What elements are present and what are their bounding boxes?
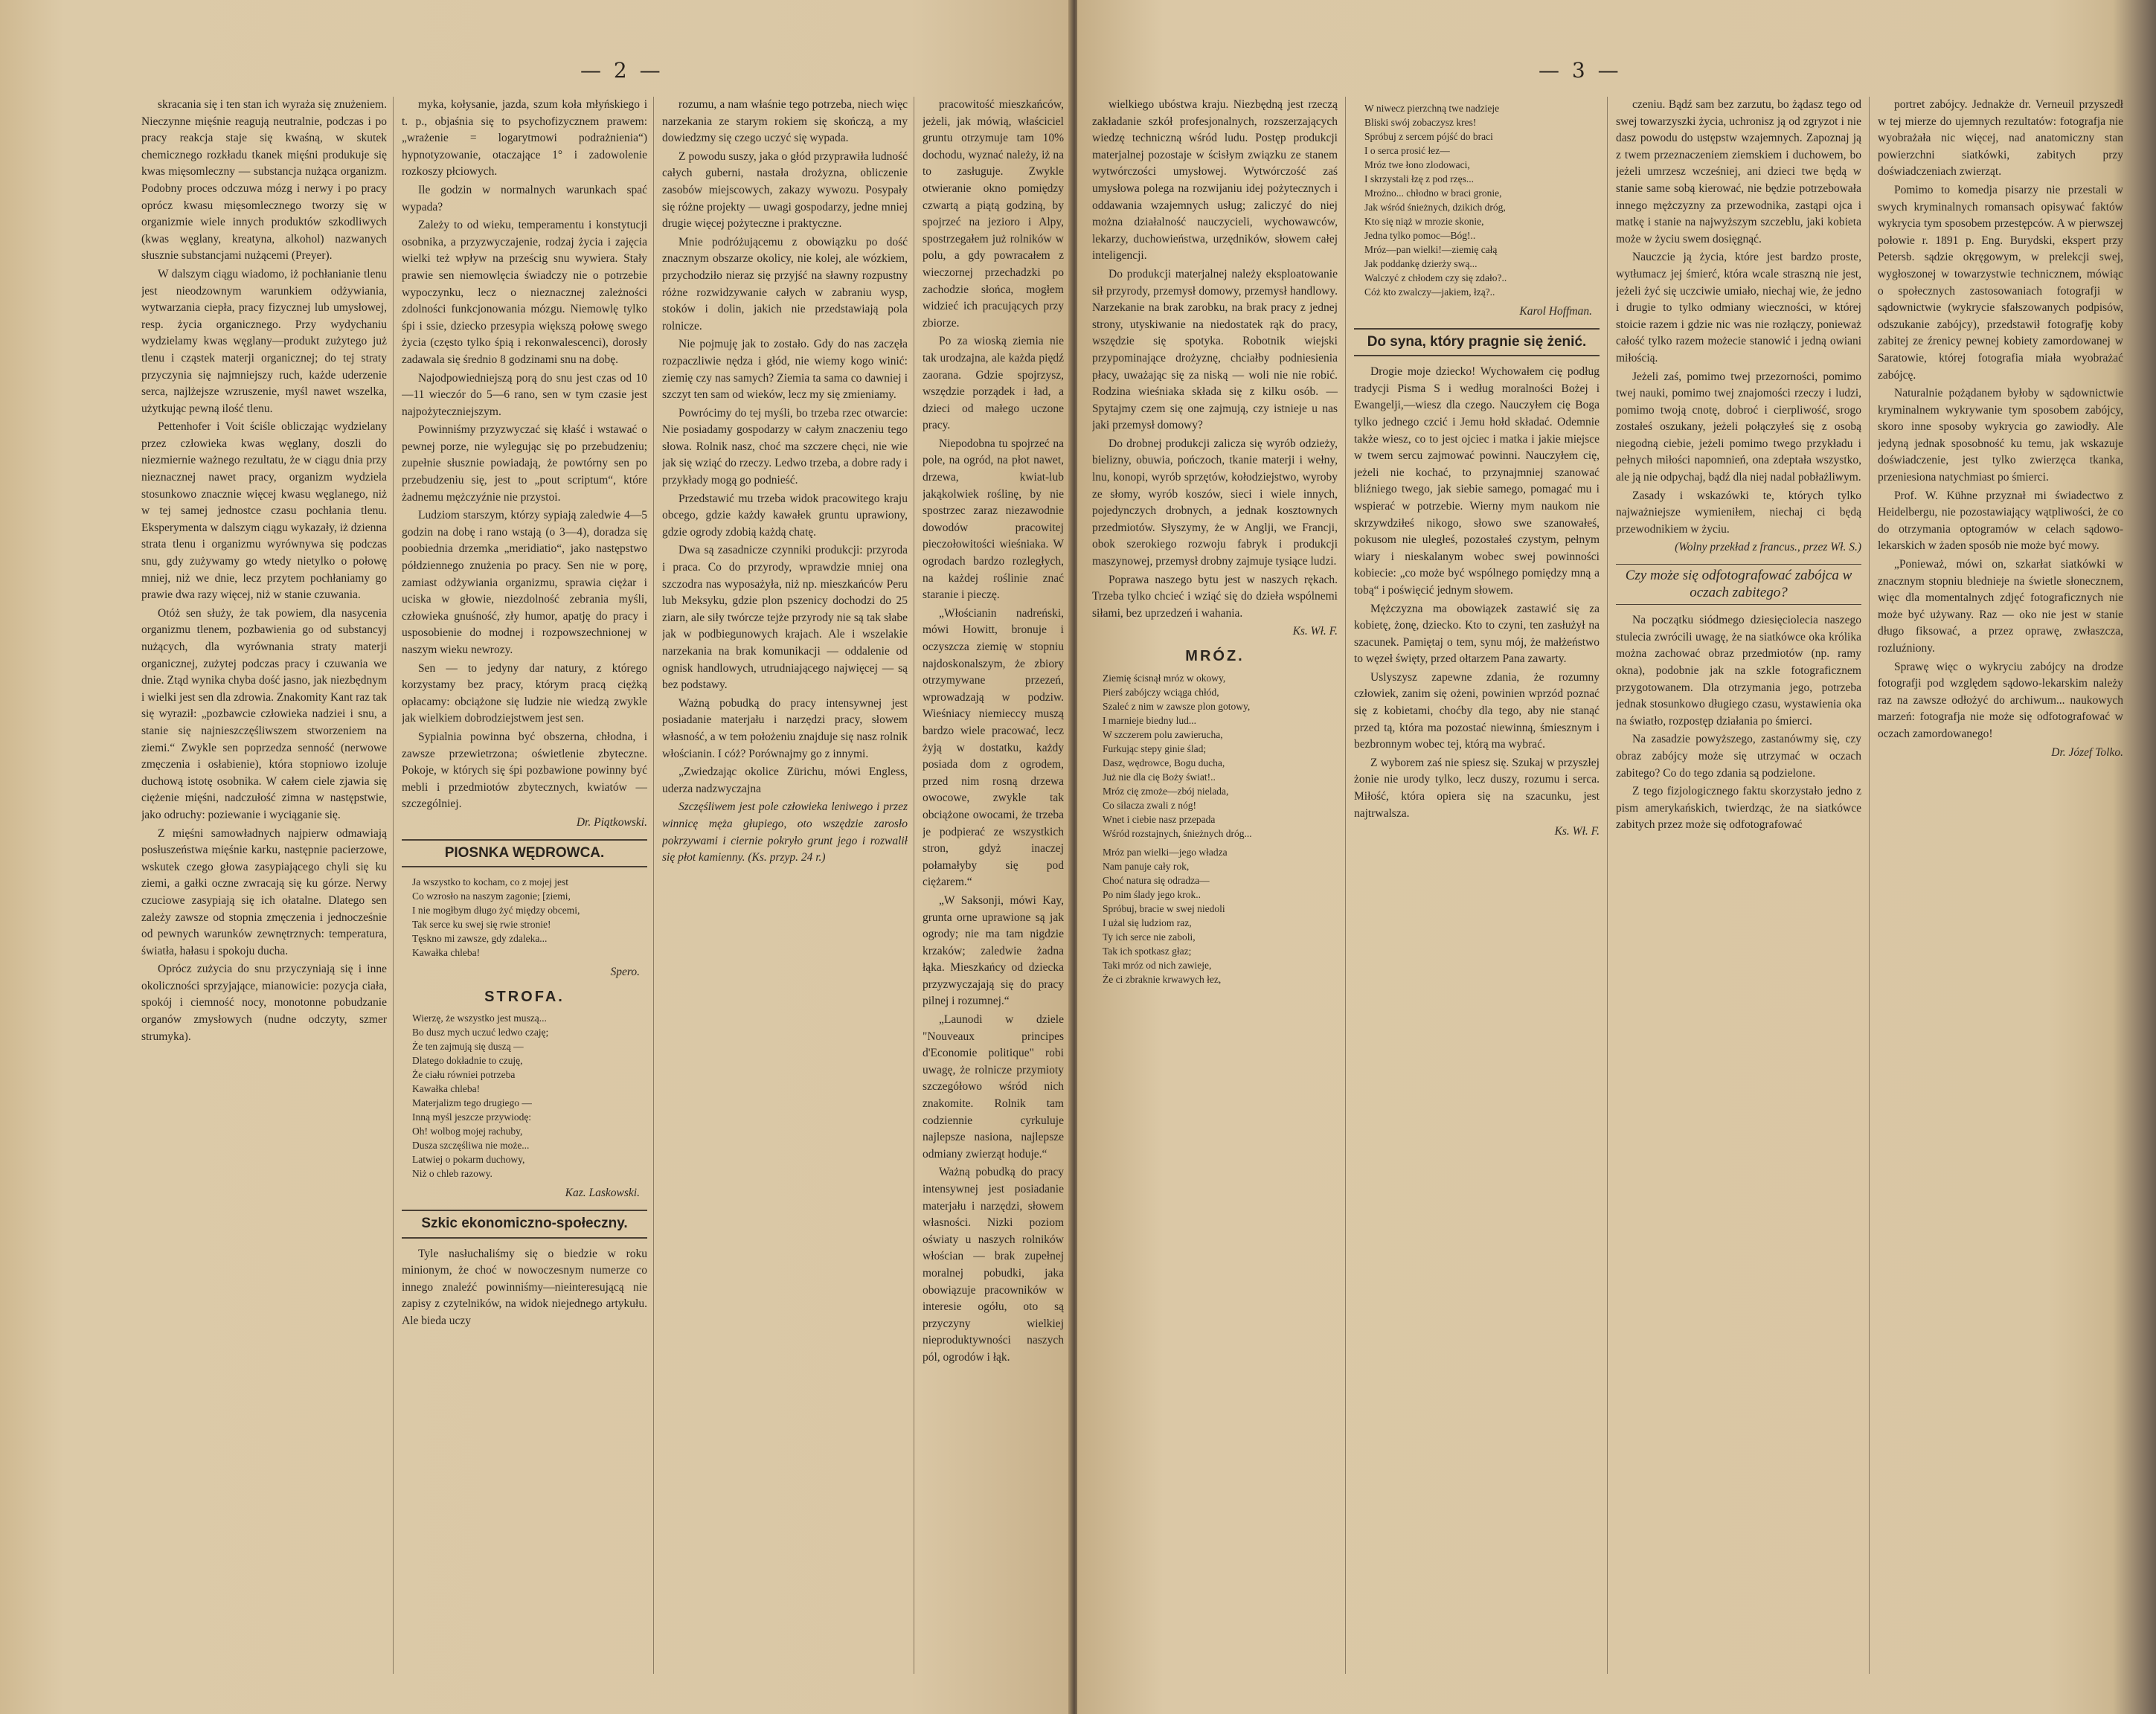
verse-line: Tak ich spotkasz głaz; (1103, 945, 1192, 957)
paragraph: „Zwiedzając okolice Zürichu, mówi Engless, uderza nadzwyczajna (662, 765, 908, 795)
paragraph: Dr. Piątkowski. (576, 815, 647, 829)
column-3 (662, 97, 908, 1674)
left-page (0, 0, 1071, 1714)
paragraph: W dalszym ciągu wiadomo, iż pochłanianie tlenu jest nieodzownym warunkiem odżywiania, wytwarzania ciepła, pracy fizycznej lub umysłowej, resp. życia organicznego. Przy wydychaniu wydzielamy kwas węglany—produkt zużytego już tlenu i cząstek materji organicznej; do tej straty przyczynia się najmniejszy ruch, każde uderzenie serca, najlżejsze wzruszenie, myśl nawet wszelka, użytkując pewną ilość tlenu. (141, 267, 387, 415)
column-6 (1354, 97, 1600, 1674)
verse-line: Mróz pan wielki—jego władza (1103, 846, 1228, 858)
verse-line: Tak serce ku swej się rwie stronie! (412, 919, 551, 931)
paragraph: Na początku siódmego dziesięciolecia naszego stulecia zwrócili uwagę, że na siatkówce oka królika można zachować obraz przedmiotów (np. ramy okna), podobnie jak na szkle fotograficznem przygotowanem. Dla otrzymania jego, potrzeba jednak stosunkowo długiego czasu, wystawienia oka na światło, rozpostęp działania po śmierci. (1616, 614, 1861, 728)
column-divider (393, 97, 394, 1674)
column-5-text (1092, 97, 1338, 641)
column-7 (1616, 97, 1861, 1674)
verse-line: Dasz, wędrowce, Bogu ducha, (1103, 757, 1225, 768)
verse-line: Kto się niąż w mrozie skonie, (1364, 216, 1484, 227)
paragraph: Prof. W. Kühne przyznał mi świadectwo z Heidelbergu, nie pozostawiający wątpliwości, że co do otrzymania optogramów w celach sądowo-lekarskich w żaden sposób nie może być mowy. (1878, 489, 2123, 553)
paragraph: Ważną pobudką do pracy intensywnej jest posiadanie materjału i narzędzi, słowem własności. Nizki poziom oświaty u naszych rolników włościan — brak zupełnej moralnej pobudki, jaka obowiązuje pracowników w interesie ogółu, oto są przyczyny wielkiej nieproduktywności naszych pól, ogrodów i łąk. (923, 1166, 1064, 1364)
paragraph: Poprawa naszego bytu jest w naszych rękach. Trzeba tylko chcieć i wziąć się do dzieła wspólnemi siłami, bez uprzedzeń i wahania. (1092, 573, 1338, 620)
paragraph: Najodpowiedniejszą porą do snu jest czas od 10—11 wieczór do 5—6 rano, sen w tym czasie jest najpożyteczniejszym. (402, 371, 647, 418)
paragraph: Na zasadzie powyższego, zastanówmy się, czy obraz zabójcy może się utrzymać w oczach zabitego? Co do tego zdania są podzielone. (1616, 733, 1861, 780)
verse-line: Po nim ślady jego krok.. (1103, 888, 1201, 900)
column-2 (402, 97, 647, 1674)
heading-mroz: MRÓZ. (1185, 648, 1245, 664)
verse-line: Ty ich serce nie zaboli, (1103, 931, 1196, 943)
verse-line: I nie mogłbym długo żyć między obcemi, (412, 905, 580, 917)
column-7-text (1616, 97, 1861, 556)
column-1-text (141, 97, 387, 1045)
paragraph: Pomimo to komedja pisarzy nie przestali w swych kryminalnych romansach opisywać faktów wykrycia tym sposobem przestępców. A w pierwszej połowie r. 1891 p. Eng. Burydski, ekspert przy Petersb. sądzie okręgowym, w prelekcji swej, wygłoszonej w towarzystwie technicznem, mówiąc o społecznych zastosowaniach fotografji w sądownictwie (wykrycie sfałszowanych podpisów, odszukanie zabójcy), przedstawił fotografję koby zabitej ze źrenicy pewnej kobiety zamordowanej w Saratowie, której fotografia miała wyobrażać zabójcę. (1878, 183, 2123, 382)
paragraph: Przedstawić mu trzeba widok pracowitego kraju obcego, gdzie każdy kawałek gruntu uprawiony, gdzie ogrody zdobią każdą chatę. (662, 492, 908, 539)
verse-line: Walczyć z chłodem czy się zdało?.. (1364, 272, 1507, 283)
verse-line: Spróbuj z sercem pójść do braci (1364, 131, 1493, 142)
verse-line: Niż o chleb razowy. (412, 1168, 493, 1180)
column-6-text (1354, 364, 1600, 841)
page-number-right: — 3 — (1539, 58, 1622, 83)
column-divider (1607, 97, 1608, 1674)
verse-line: Materjalizm tego drugiego — (412, 1097, 532, 1109)
verse-line: Wnet i ciebie nasz przepada (1103, 813, 1216, 825)
verse-line: Co silacza zwali z nóg! (1103, 799, 1196, 811)
paragraph: Z powodu suszy, jaka o głód przyprawiła ludność całych guberni, nastała drożyzna, obliczenie zasobów miejscowych, zakazy wywozu. Posypały się różne projekty — uwagi gospodarzy, jedne mniej drugie więcej pożyteczne i praktyczne. (662, 150, 908, 231)
poem-continued (1354, 101, 1600, 299)
column-3-text (662, 97, 908, 797)
column-8-text (1878, 97, 2123, 761)
column-7b-text (1616, 612, 1861, 834)
paragraph: czeniu. Bądź sam bez zarzutu, bo żądasz tego od swej towarzyszki życia, uchronisz ją od zgryzot i nie dasz powodu do ustępstw wzajemnych. Zapoznaj ją z twem przeznaczeniem ziemskiem i duchowem, bo jeżeli umrzesz wcześniej, ani dzieci twe będą w stanie same sobą kierować, nie będzie potrzebowała innego mężczyzny za przewodnika, zastąpi ojca i matkę i stanie na najwyższym szczeblu, jaki kobieta może w życiu swem dosięgnąć. (1616, 98, 1861, 245)
verse-line: I użal się ludziom raz, (1103, 917, 1192, 928)
verse-line: Wśród rozstajnych, śnieżnych dróg... (1103, 827, 1252, 839)
column-5 (1092, 97, 1338, 1674)
page-number-left: — 2 — (580, 58, 664, 83)
paragraph: Jeżeli zaś, pomimo twej przezorności, pomimo twej nauki, pomimo twej znajomości rzeczy i ludzi, pomimo twoją cnotę, dobroć i cierpliwość, srogo zostałeś oszukany, jeżeli połączyłeś się z osobą niegodną ciebie, jeżeli pomimo twego przykładu i pełnych miłości napomnień, ona zdeptała wszystko, ale ją nie odpychaj, bądź dla niej nadal pobłażliwym. (1616, 370, 1861, 484)
heading-do-syna: Do syna, który pragnie się żenić. (1354, 328, 1600, 357)
verse-line: I skrzystali łzę z pod rzęs... (1364, 173, 1474, 184)
paragraph: Z tego fizjologicznego faktu skorzystało jedno z pism amerykańskich, twierdząc, że na siatkówce zabitych przez może się odfotografować (1616, 785, 1861, 832)
verse-line: Szaleć z nim w zawsze plon gotowy, (1103, 700, 1251, 712)
verse-line: Że ci zbraknie krwawych łez, (1103, 973, 1222, 985)
verse-line: Wierzę, że wszystko jest muszą... (412, 1012, 547, 1024)
paragraph: Zasady i wskazówki te, których tylko najważniejsze wymieniłem, niechaj ci będą przewodnikiem w życiu. (1616, 489, 1861, 536)
verse-line: I marnieje biedny lud... (1103, 714, 1196, 726)
verse-line: Kawałka chleba! (412, 1083, 481, 1095)
column-4 (923, 97, 1064, 1674)
verse-line: Tęskno mi zawsze, gdy zdaleka... (412, 933, 548, 945)
paragraph: „Launodi w dziele "Nouveaux principes d'Economie politique" robi uwagę, że rolnicze przymioty szczegółowo wśród nich znakomite. Rolnik tam codziennie cyrkuluje najlepsze nasiona, najlepsze odmiany zwierząt hoduje.“ (923, 1013, 1064, 1161)
verse-line: W szczerem polu zawierucha, (1103, 728, 1223, 740)
paragraph: Ks. Wł. F. (1292, 625, 1338, 638)
song-1-author: Spero. (610, 966, 640, 979)
paragraph: skracania się i ten stan ich wyraża się znużeniem. Nieczynne mięśnie reagują neutralnie, podczas i po pracy reakcja staje się kwaśną, w skutek chemicznego rozkładu tkanek mięśni produkuje się kwas mięsomleczny — substancja nużąca organizm. Podobny proces odczuwa mózg i nerwy i po pracy oprócz kwasu mięsomlecznego tworzy się w organizmie wiele innych produktów szkodliwych (kwas węglany, kreatyna, alkohol) nazwanych słusznie substancjami nużącemi (Preyer). (141, 98, 387, 263)
paragraph: Sen — to jedyny dar natury, z którego korzystamy bez pracy, którym pracą ciężką opłacamy: obciążone się ludzie nie wiedzą zwykle jak wielkiem dobrodziejstwem jest sen. (402, 661, 647, 725)
paragraph: Mężczyzna ma obowiązek zastawić się za kobietę, żonę, dziecko. Kto to czyni, ten zasłużył na szacunek. Pamiętaj o tem, synu mój, że małżeństwo to węzeł święty, przed ołtarzem Pana zawarty. (1354, 602, 1600, 666)
verse-line: I o serca prosić łez— (1364, 145, 1450, 156)
song-2-verse (402, 1011, 647, 1181)
verse-line: Taki mróz od nich zawieje, (1103, 959, 1212, 971)
paragraph: wielkiego ubóstwa kraju. Niezbędną jest rzeczą zakładanie szkół profesjonalnych, rozszerzających wiedzę techniczną wśród ludu. Postęp produkcji materjalnej pozostaje w ścisłym związku ze stanem wytwórczości umysłowej. Wytwórczość zaś umysłowa polega na rozwijaniu idej pożytecznych i oddawania wzajemnych usług; zaliczyć do niej można działalność nauczycieli, wychowawców, lekarzy, duchowieństwa, urzędników, słowem całej inteligencji. (1092, 98, 1338, 263)
paragraph: Tyle nasłuchaliśmy się o biedzie w roku minionym, że choć w nowoczesnym numerze co innego znaleźć powinniśmy—nieinteresującą nie zapisy z czytelników, na widok niejednego artykułu. Ale bieda uczy (402, 1247, 647, 1327)
column-8 (1878, 97, 2123, 1674)
paragraph: rozumu, a nam właśnie tego potrzeba, niech więc narzekania ze starym rokiem się skończą, a my dowiedzmy się czego uczyć się wypada. (662, 98, 908, 145)
verse-line: Inną myśl jeszcze przywiodę: (412, 1111, 532, 1123)
paragraph: Ile godzin w normalnych warunkach spać wypada? (402, 183, 647, 214)
poem-mroz-stanza-1 (1092, 671, 1338, 841)
verse-line: Latwiej o pokarm duchowy, (412, 1154, 525, 1166)
paragraph: Otóż sen służy, że tak powiem, dla nasycenia organizmu tlenem, pozbawienia go od substancyj nużących, dla wyrównania straty materji organicznej, zużytej podczas pracy i czuwania we dnie. Ztąd wynika chyba dość jasno, jak niezbędnym i wielki jest sen dla zdrowia. Znakomity Kant raz tak się wyraził: „pozbawcie człowieka nadziei i snu, a stanie się najnieszczęśliwszem stworzeniem na ziemi.“ Zwykle sen poprzedza senność (nerwowe zmęczenia i osłabienie), która stopniowo izoluje duchową istotę osobnika. W całem ciele zjawia się ciężenie mięśni, nadczułość zimna w następstwie, jako odruchy: poziewanie i wyciąganie się. (141, 606, 387, 821)
poem-mroz-stanza-2 (1092, 845, 1338, 986)
column-2-text (402, 97, 647, 832)
heading-piosnka: PIOSNKA WĘDROWCA. (402, 839, 647, 868)
column-4-text (923, 97, 1064, 1367)
column-divider (653, 97, 654, 1674)
verse-line: Ja wszystko to kocham, co z mojej jest (412, 876, 568, 888)
verse-line: Furkując stepy ginie ślad; (1103, 742, 1207, 754)
verse-line: Bliski swój zobaczysz kres! (1364, 117, 1477, 128)
paragraph: Naturalnie pożądanem byłoby w sądownictwie kryminalnem wykrywanie tym sposobem zabójcy, skoro inne sposoby wykrycia go zawiodły. Ale jedyną jednak sposobność ku temu, jak wskazuje doświadczenie, jest tylko zwierzęca tkanka, przeniesiona natychmiast po śmierci. (1878, 387, 2123, 484)
paragraph: myka, kołysanie, jazda, szum koła młyńskiego i t. p., objaśnia się to psychofizycznem prawem: „wrażenie = logarytmowi podrażnienia“) hypnotyzowanie, otaczające 1° i zadowolenie rozkoszy płciowych. (402, 98, 647, 179)
verse-line: Kawałka chleba! (412, 947, 481, 959)
paragraph: „Ponieważ, mówi on, szkarłat siatkówki w znacznym stopniu blednieje na świetle słonecznem, więc dla momentalnych zdjęć fotograficznych nie może być używany. Raz — oko nie jest w stanie długo fiksować, a przez oprawę, zwłaszcza, rozluźniony. (1878, 558, 2123, 655)
verse-line: Że ciału równiei potrzeba (412, 1069, 516, 1081)
verse-line: Oh! wolbog mojej rachuby, (412, 1126, 523, 1137)
paragraph: Pettenhofer i Voit ściśle obliczając wydzielany przez człowieka kwas węglany, doszli do niezmiernie ważnego rezultatu, że w ciągu dnia przy nieznacznej nawet pracy, organizm wydziela stosunkowo znacznie więcej kwasu węglanego, niż w tej samej jednostce czasu pochłania tlenu. Eksperymenta w dalszym ciągu wykazały, iż dzienna strata tlenu i organizmu wyrównywa się podczas snu, gdy zużywamy go wtedy nietylko o połowę mniej, niż we dnie, lecz przytem pochłaniamy go prawie dwa razy więcej, niż w stanie czuwania. (141, 420, 387, 602)
verse-line: Że ten zajmują się duszą — (412, 1041, 524, 1053)
verse-line: Już nie dla cię Boży świat!.. (1103, 771, 1216, 783)
paragraph: Uslyszysz zapewne zdania, że rozumny człowiek, zanim się ożeni, powinien wprzód poznać się z kobietami, choćby dla tego, aby nie stanąć przed tą, która ma pozostać niewinną, śmiesznym i bezbronnym wobec tej, którą ma wybrać. (1354, 670, 1600, 751)
verse-line: Jak wśród śnieżnych, dzikich dróg, (1364, 202, 1506, 213)
paragraph: Oprócz zużycia do snu przyczyniają się i inne okoliczności sprzyjające, mianowicie: pozycja ciała, spokój i ciemność nocy, monotonne pobudzanie organów zmysłowych (nudne odczyty, szmer strumyka). (141, 963, 387, 1043)
verse-line: Cóż kto zwalczy—jakiem, łzą?.. (1364, 286, 1495, 298)
song-1-verse (402, 875, 647, 960)
verse-line: Mróz cię zmoże—zbój nielada, (1103, 785, 1229, 797)
verse-line: Spróbuj, bracie w swej niedoli (1103, 902, 1225, 914)
column-divider (1869, 97, 1870, 1674)
bible-quote: Szczęśliwem jest pole człowieka leniwego i przez winnicę męża głupiego, oto wszędzie zarosło pokrzywami i ciernie pokryło grunt jego i rozwalił się płot kamienny. (Ks. przyp. 24 r.) (662, 800, 908, 864)
poem-author: Karol Hoffman. (1519, 305, 1592, 318)
heading-szkic: Szkic ekonomiczno-społeczny. (402, 1210, 647, 1239)
heading-fotografja: Czy może się odfotografować zabójca w oczach zabitego? (1616, 564, 1861, 605)
paragraph: „Włościanin nadreński, mówi Howitt, bronuje i oczyszcza ziemię w stopniu najdoskonalszym, że zbiory otrzymywane przezeń, wprowadzają w podziw. Wieśniacy niemieccy muszą bardzo wiele pracować, lecz żyją w dostatku, każdy posiada dom z ogrodem, przed nim rosną drzewa owocowe, zwykle tak obciążone owocami, że trzeba je podpierać ze wszystkich stron, gdyż inaczej połamałyby się pod ciężarem.“ (923, 606, 1064, 889)
verse-line: Nam panuje cały rok, (1103, 860, 1190, 872)
verse-line: Ziemię ścisnął mróz w okowy, (1103, 672, 1226, 684)
column-2-tail (402, 1246, 647, 1330)
paragraph: Powinniśmy przyzwyczać się kłaść i wstawać o pewnej porze, nie wylegując się po przebudzeniu; zupełnie słusznie powiadają, że powtórny sen po przebudzeniu się, jest to „pout scriptum“, które żadnemu mężczyźnie nie przystoi. (402, 423, 647, 504)
heading-strofa: STROFA. (484, 988, 565, 1005)
verse-line: Pierś zabójczy wciąga chłód, (1103, 686, 1219, 698)
verse-line: Mróz twe łono zlodowaci, (1364, 159, 1470, 170)
paragraph: Do drobnej produkcji zalicza się wyrób odzieży, bielizny, obuwia, pończoch, tkanie materji i wełny, lnu, konopi, wyrób sprzętów, kołodziejstwo, wyroby ze słomy, wyrób koszów, sieci i wiele innych, pojedynczych drobnych, a jednak kosztownych przedmiotów. Słyszymy, że w Anglji, we Francji, obok szerokiego rozwoju fabryk i produkcji maszynowej, przemysł drobny zajmuje tysiące ludzi. (1092, 437, 1338, 568)
paragraph: Nauczcie ją życia, które jest bardzo proste, wytłumacz jej śmierć, która wcale straszną nie jest, jeżeli żyć się uczciwie umiało, niechaj wie, że jedno i drugie to tylko odmiany wieczności, w której stoicie razem i gdzie nic was nie rozłączy, ponieważ całość tylko razem możecie stanowić i jedną owiani miłością. (1616, 251, 1861, 365)
paragraph: Zależy to od wieku, temperamentu i konstytucji osobnika, a przyzwyczajenie, rodzaj życia i zajęcia wielki też wpływ na prześcig snu wywiera. Stały prawie sen niemowlęcia świadczy nie o potrzebie wypoczynku, lecz o nieznacznej zależności zdolności funkcjonowania mózgu. Niemowlę tylko śpi i ssie, dziecko przesypia większą połowę swego życia (często tylko śpią i rekonwalescenci), dorosły zadawala się średnio 8 godzinami snu na dobę. (402, 219, 647, 366)
paragraph: Po za wioską ziemia nie tak urodzajna, ale każda piędź zaorana. Gdzie spojrzysz, wszędzie porządek i ład, a dzieci od małego uczone pracy. (923, 335, 1064, 432)
verse-line: Jedna tylko pomoc—Bóg!.. (1364, 230, 1476, 241)
verse-line: Jak poddankę dzierży swą... (1364, 258, 1478, 269)
paragraph: Dwa są zasadnicze czynniki produkcji: przyroda i praca. Co do przyrody, wprawdzie mniej ona szczodra nas wyposażyła, niż np. mieszkańców Peru lub Meksyku, gdzie plon pszenicy dochodzi do 25 ziarn, ale siły twórcze tejże przyrody nie są tak słabe jak w podbiegunowych krajach. Ale i wszelakie narzekania na brak komunikacji — oddalenie od ognisk handlowych, utrudniającego najwięcej — są bez podstawy. (662, 544, 908, 692)
verse-line: Mróz—pan wielki!—ziemię całą (1364, 244, 1498, 255)
paragraph: „W Saksonji, mówi Kay, grunta orne uprawione są jak ogrody; nie ma tam nigdzie krzaków; zaledwie żadna łąka. Mieszkańcy od dziecka przyzwyczajają się do pracy pilnej i rozumnej.“ (923, 893, 1064, 1008)
paragraph: Do produkcji materjalnej należy eksploatowanie sił przyrody, przemysł domowy, przemysł handlowy. Narzekanie na brak zarobku, na brak pracy z jednej strony, utyskiwanie na niedostatek rąk do pracy, wszędzie się spotyka. Robotnik wiejski przypominające drożyznę, chciałby podniesienia płacy, uważając się za niską — woli nie nie robić. Rodzina wieśniaka składa się z kilku osób. — Spytajmy czem się one zajmują, czy istnieje u nas jaki przemysł domowy? (1092, 267, 1338, 432)
verse-line: Bo dusz mych uczuć ledwo czaję; (412, 1027, 549, 1039)
song-2-author: Kaz. Laskowski. (565, 1187, 640, 1200)
paragraph: Sprawę więc o wykryciu zabójcy na drodze fotografji pod względem sądowo-lekarskim należy raz na zawsze odłożyć do archiwum... naukowych marzeń: fotografja nie może się odfotografować w oczach zamordowanego! (1878, 660, 2123, 740)
paragraph: Z wyborem zaś nie spiesz się. Szukaj w przyszłej żonie nie urody tylko, lecz duszy, rozumu i serca. Miłość, która opiera się na szacunku, jest najtrwalsza. (1354, 756, 1600, 820)
paragraph: Niepodobna tu spojrzeć na pole, na ogród, na płot nawet, drzewa, kwiat-lub jakąkolwiek roślinę, by nie spostrzec zaraz niezawodnie dowodów pracowitej pieczołowitości wieśniaka. W ogrodach bardzo rozległych, na każdej roślinie znać staranie i pieczę. (923, 437, 1064, 602)
paragraph: Mnie podróżującemu z obowiązku po dość znacznym obszarze okolicy, nie kolej, ale wózkiem, przychodziło nieraz się przyjść na sławny rozpustny różne rozwidzywanie całych w zabraniu wysp, stoków i dolin, jakich nie przedstawiają pola rolnicze. (662, 235, 908, 333)
paragraph: Nie pojmuję jak to zostało. Gdy do nas zaczęła rozpaczliwie nędza i głód, nie wiemy kogo winić: ziemię czy nas samych? Ziemia ta sama co dawniej i szczyt ten sam od wieków, lecz my się zmieniamy. (662, 338, 908, 402)
paragraph: (Wolny przekład z francus., przez Wł. S.) (1675, 541, 1861, 554)
paragraph: Ludziom starszym, którzy sypiają zaledwie 4—5 godzin na dobę i rano wstają (o 3—4), doradza się poobiednia drzemka „meridiatio“, jako następstwo półdziennego znużenia po pracy. Sen nie w porę, zamiast odżywiania organizmu, sprawia ciężar i uciska w głowie, niezdolność zebrania myśli, człowieka gnuśność, zły humor, apatję do pracy i usposobienie do modnej i rozpowszechnionej w naszym wieku newrozy. (402, 509, 647, 656)
verse-line: Dlatego dokładnie to czuję, (412, 1055, 523, 1067)
verse-line: Mroźno... chłodno w braci gronie, (1364, 187, 1502, 199)
verse-line: Dusza szczęśliwa nie może... (412, 1140, 530, 1152)
paragraph: pracowitość mieszkańców, jeżeli, jak mówią, właściciel gruntu otrzymuje tam 10% dochodu, wyznać należy, iż na to zasługuje. Zwykle otwieranie okno pomiędzy czwartą a piątą godziną, by spojrzeć na jezioro i Alpy, spostrzegałem już rolników w polu, a gdy powracałem z wieczornej przechadzki po zachodzie słońca, mogłem widzieć ich pracujących przy zbiorze. (923, 98, 1064, 330)
column-divider (1345, 97, 1346, 1674)
paragraph: portret zabójcy. Jednakże dr. Verneuil przyszedł w tej mierze do ujemnych rezultatów: fotografja nie wyobrażała nic więcej, nad anatomiczny stan powierzchni siatkówki, zabitych przy doświadczeniach zwierząt. (1878, 98, 2123, 179)
paragraph: Ks. Wł. F. (1554, 825, 1600, 838)
paragraph: Z mięśni samowładnych najpierw odmawiają posłuszeństwa mięśnie karku, następnie pacierzowe, wskutek czego głowa zasypiającego chyli się ku ziemi, a gałki oczne zwracają się ku górze. Nerwy czuciowe zasypiają się ich ołatalne. Dlatego sen zależy zawsze od stopnia zmęczenia i jednocześnie od pewnych warunków zewnętrznych: temperatura, światła, hałasu i spokoju ducha. (141, 826, 387, 957)
verse-line: Co wzrosło na naszym zagonie; [ziemi, (412, 890, 571, 902)
column-1 (141, 97, 387, 1674)
paragraph: Sypialnia powinna być obszerna, chłodna, i zawsze przewietrzona; oświetlenie zbyteczne. Pokoje, w których się śpi pozbawione powinny być mebli i przedmiotów zbytecznych, kwiatów — szczególniej. (402, 730, 647, 811)
verse-line: Choć natura się odradza— (1103, 874, 1210, 886)
paragraph: Ważną pobudką do pracy intensywnej jest posiadanie materjału i narzędzi pracy, słowem własność, a w tem położeniu znajduje się nasz rolnik włościanin. I cóż? Porównajmy go z innymi. (662, 696, 908, 760)
right-page (1077, 0, 2156, 1714)
paragraph: Dr. Józef Tolko. (2051, 745, 2123, 759)
paragraph: Powrócimy do tej myśli, bo trzeba rzec otwarcie: Nie posiadamy gospodarzy w całym znaczeniu tego słowa. Rolnik nasz, choć ma szczere chęci, nie wie jak się wziąć do rzeczy. Ledwo trzeba, a dobre rady i przykłady mogą go podnieść. (662, 406, 908, 487)
verse-line: W niwecz pierzchną twe nadzieje (1364, 103, 1500, 114)
paragraph: Drogie moje dziecko! Wychowałem cię podług tradycji Pisma S i według moralności Bożej i Ewangelji,—wiesz dla czego. Nauczyłem cię Boga tylko jednego czcić i Jemu hołd składać. Odemnie także wiesz, co to jest ojciec i matka i jakie miejsce w twem sercu zajmować powinni. Nauczyłem cię, jeżeli nie kochać, to przynajmniej szanować bliźniego twego, jak siebie samego, pomagać mu i wspierać w potrzebie. Wierny mym naukom nie skrzywdziłeś nikogo, słowo swe szanowałeś, pokusom nie uległeś, pozostałeś czystym, pełnym wiary i nieskalanym wobec swej powinności kobiecie: „co może być wspólnego pomiędzy mną a tobą“ i poświęcić jednym słowem. (1354, 365, 1600, 597)
